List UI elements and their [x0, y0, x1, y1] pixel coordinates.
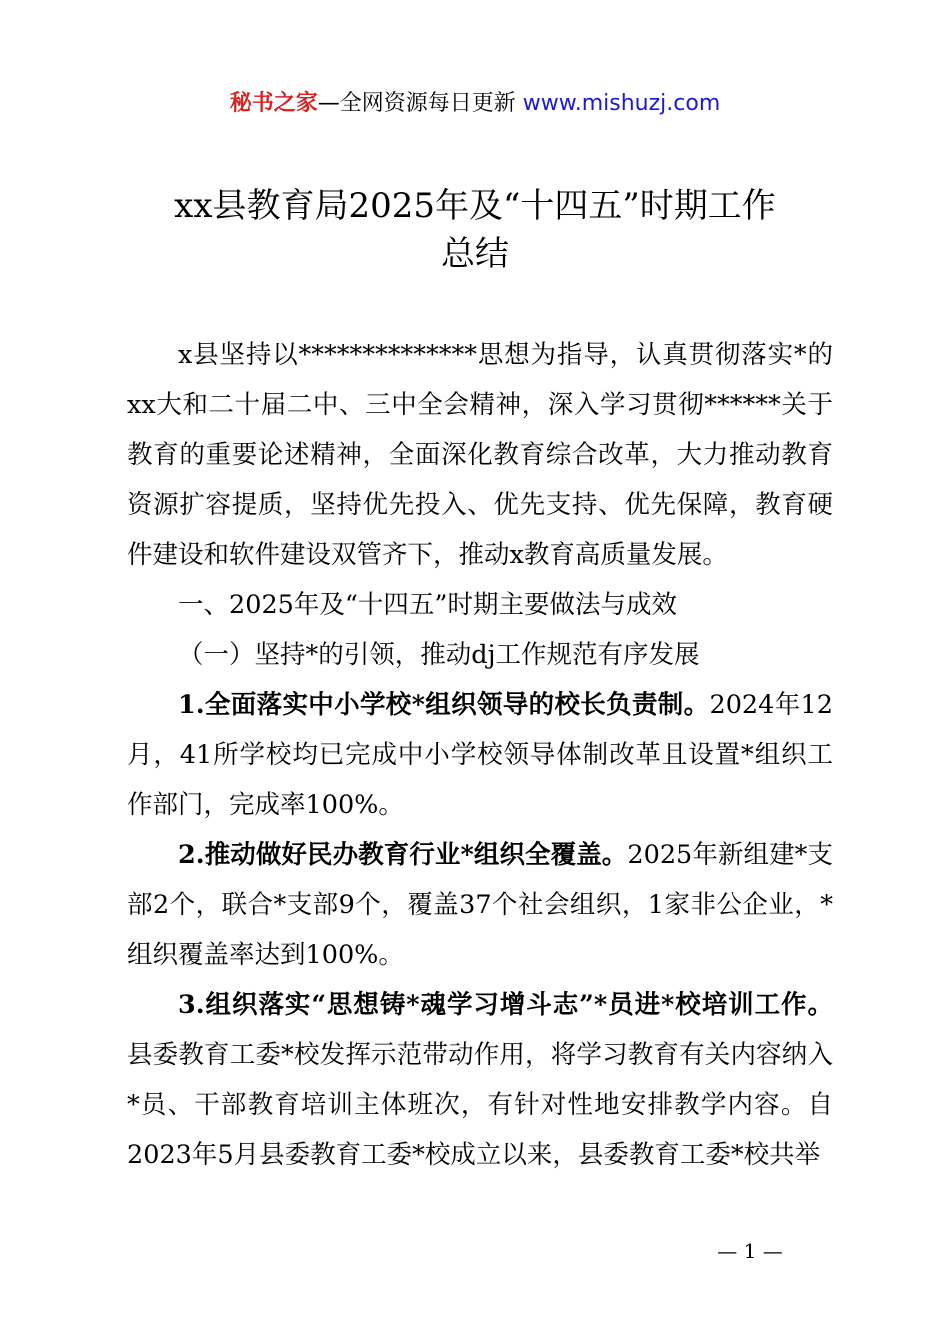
section-heading: 一、2025年及“十四五”时期主要做法与成效 — [178, 590, 677, 620]
item-heading: 1.全面落实中小学校*组织领导的校长负责制。 — [178, 690, 710, 720]
document-title — [60, 182, 890, 278]
title-line-2: 总结 — [441, 234, 509, 274]
document-body — [127, 330, 833, 1180]
item-text: 2024年12月，41所学校均已完成中小学校领导体制改革且设置*组织工作部门，完成率100%。 — [127, 690, 833, 820]
site-header — [0, 88, 950, 120]
item-heading: 3.组织落实“思想铸*魂学习增斗志”*员进*校培训工作。 — [178, 990, 833, 1020]
item-paragraph — [127, 980, 833, 1180]
page-number: — 1 — — [717, 1239, 783, 1263]
title-line-1: xx县教育局2025年及“十四五”时期工作 — [174, 186, 776, 226]
item-paragraph — [127, 830, 833, 980]
site-url-link[interactable]: www.mishuzj.com — [522, 91, 721, 116]
header-tagline: —全网资源每日更新 — [317, 91, 523, 116]
item-paragraph — [127, 680, 833, 830]
item-text: 2025年新组建*支部2个，联合*支部9个，覆盖37个社会组织，1家非公企业，*组织覆盖率达到100%。 — [127, 840, 833, 970]
item-text: 县委教育工委*校发挥示范带动作用，将学习教育有关内容纳入*员、干部教育培训主体班次，有针对性地安排教学内容。自2023年5月县委教育工委*校成立以来，县委教育工委*校共举 — [127, 1040, 833, 1170]
intro-paragraph: x县坚持以**************思想为指导，认真贯彻落实*的xx大和二十届二中、三中全会精神，深入学习贯彻******关于教育的重要论述精神，全面深化教育综合改革，大力推动教育资源扩容提质，坚持优先投入、优先支持、优先保障，教育硬件建设和软件建设双管齐下，推动x教育高质量发展。 — [127, 340, 833, 570]
brand-name: 秘书之家 — [229, 91, 318, 116]
item-heading: 2.推动做好民办教育行业*组织全覆盖。 — [178, 840, 628, 870]
subsection-heading: （一）坚持*的引领，推动dj工作规范有序发展 — [178, 640, 700, 670]
